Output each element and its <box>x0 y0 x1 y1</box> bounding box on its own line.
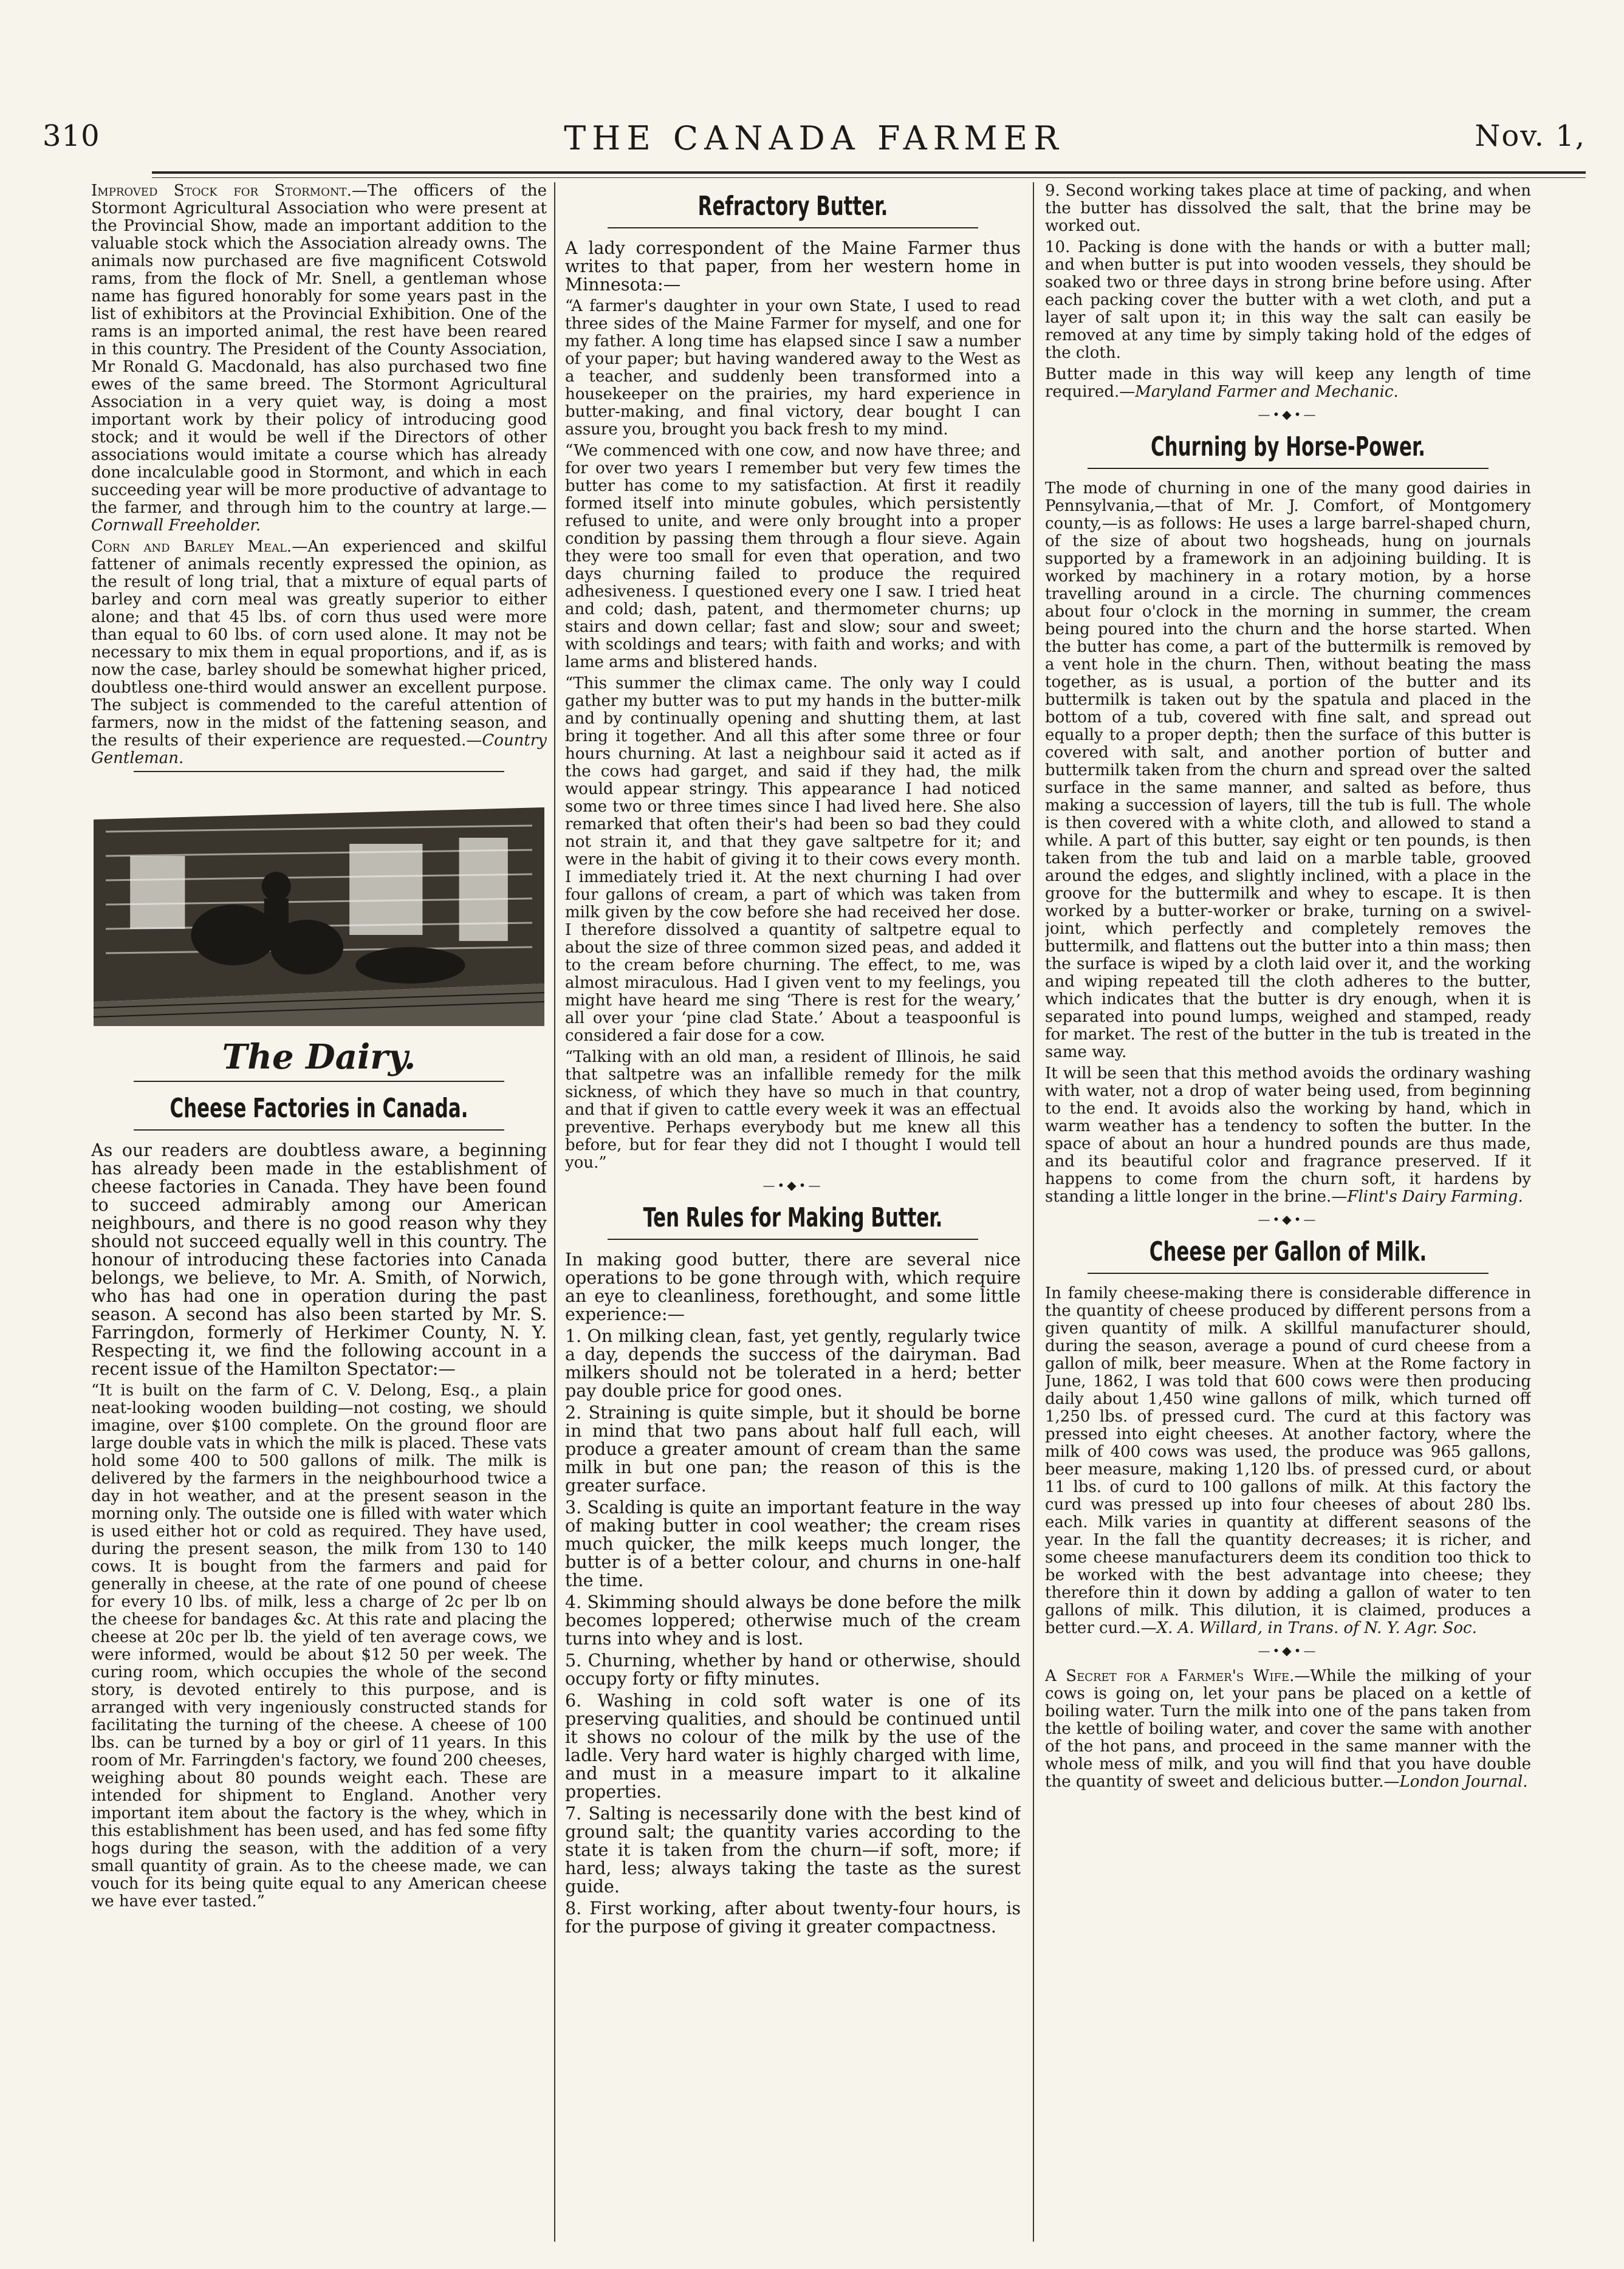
heading-churning-horse-power: Churning by Horse-Power. <box>1150 431 1426 462</box>
page-number: 310 <box>43 119 100 153</box>
divider <box>608 1239 978 1240</box>
rule-item: 10. Packing is done with the hands or with a butter mall; and when butter is put into wooden vessels, they should be soaked two or three days in strong brine before using. After each packing cover the butter with a wet cloth, and put a layer of salt upon it; in this way the salt can easily be removed at any time by simply taking hold of the edges of the cloth. <box>1045 238 1531 362</box>
header-rule <box>152 171 1586 174</box>
ornament-divider: —•◆•— <box>1258 1643 1318 1658</box>
rule-item: 9. Second working takes place at time of packing, and when the butter has dissolved the salt, that the brine may be worked out. <box>1045 182 1531 235</box>
heading-cheese-factories: Cheese Factories in Canada. <box>170 1093 468 1124</box>
rule-item: 3. Scalding is quite an important feature in the way of making butter in cool weather; the cream rises much quicker, the milk keeps much longer, the butter is of a better colour, and churns in one-half the time. <box>565 1497 1021 1590</box>
paragraph: Butter made in this way will keep any length of time required.—Maryland Farmer and Mechanic. <box>1045 365 1531 401</box>
rule-item: 7. Salting is necessarily done with the best kind of ground salt; the quantity varies according to the state it is taken from the churn—if soft, more; if hard, less; always taking the taste as the surest guide. <box>565 1804 1021 1897</box>
heading-cheese-per-gallon: Cheese per Gallon of Milk. <box>1149 1236 1427 1267</box>
paragraph: “This summer the climax came. The only way I could gather my butter was to put my hands in the butter-milk and by continually opening and shutting them, at last bring it together. And all this after some three or four hours churning. At last a neighbour said it acted as if the cows had garget, and said if they had, the milk would appear stringy. This appearance I had noticed some two or three times since I had lived here. She also remarked that often their's had been so bad they could not strain it, and that they gave saltpetre for it; and were in the habit of giving it to their cows every month. I immediately tried it. At the next churning I had over four gallons of cream, a part of which was taken from milk given by the cow before she had received her dose. I therefore dissolved a quantity of saltpetre equal to about the size of three common sized peas, and added it to the cream before churning. The effect, to me, was almost miraculous. Had I given vent to my feelings, you might have heard me sing ‘There is rest for the weary,’ all over your ‘pine clad State.’ About a teaspoonful is considered a fair dose for a cow. <box>565 674 1021 1045</box>
column-3 <box>1045 182 1531 2245</box>
rule-item: 5. Churning, whether by hand or otherwise, should occupy forty or fifty minutes. <box>565 1651 1021 1689</box>
article-secret-farmers-wife: A Secret for a Farmer's Wife.—While the milking of your cows is going on, let your pans be placed on a kettle of boiling water. Turn the milk into one of the pans taken from the kettle of boiling water, and cover the same with another of the hot pans, and proceed in the same manner with the whole mess of milk, and you will find that you have double the quantity of sweet and delicious butter.—London Journal. <box>1045 1667 1531 1791</box>
ornament-divider: —•◆•— <box>762 1178 823 1193</box>
ornament-divider: —•◆•— <box>1258 1212 1318 1227</box>
section-title-dairy: The Dairy. <box>222 1037 416 1077</box>
masthead <box>43 119 1586 168</box>
rule-item: 1. On milking clean, fast, yet gently, regularly twice a day, depends the success of the dairyman. Bad milkers should not be tolerated in a herd; better pay double price for good ones. <box>565 1326 1021 1401</box>
divider <box>134 1081 504 1082</box>
divider <box>1088 1273 1489 1274</box>
dairy-engraving-image <box>94 783 544 1026</box>
rule-item: 2. Straining is quite simple, but it should be borne in mind that two pans about half full each, will produce a greater amount of cream than the same milk in but one pan; the reason of this is the greater surface. <box>565 1403 1021 1496</box>
rule-item: 6. Washing in cold soft water is one of its preserving qualities, and should be continued until it shows no colour of the milk by the use of the ladle. Very hard water is highly charged with lime, and must in a measure impart to it alkaline properties. <box>565 1691 1021 1802</box>
issue-date: Nov. 1, <box>1475 119 1586 153</box>
paragraph: In making good butter, there are several nice operations to be gone through with, which require an eye to cleanliness, forethought, and some little experience:— <box>565 1250 1021 1324</box>
paragraph: “A farmer's daughter in your own State, I used to read three sides of the Maine Farmer for myself, and one for my father. A long time has elapsed since I saw a number of your paper; but having wandered away to the West as a teacher, and suddenly been transformed into a housekeeper on the prairies, my hard experience in butter-making, and final victory, dear bought I can assure you, brought you back fresh to my mind. <box>565 297 1021 439</box>
paragraph-cheese-intro: As our readers are doubtless aware, a beginning has already been made in the establishment of cheese factories in Canada. They have been found to succeed admirably among our American neighbours, and there is no good reason why they should not succeed equally well in this country. The honour of introducing these factories into Canada belongs, we believe, to Mr. A. Smith, of Norwich, who has had one in operation during the past season. A second has also been started by Mr. S. Farringdon, formerly of Herkimer County, N. Y. Respecting it, we find the following account in a recent issue of the Hamilton Spectator:— <box>91 1140 547 1379</box>
article-stormont: Improved Stock for Stormont.—The officers of the Stormont Agricultural Association who were present at the Provincial Show, made an important addition to the valuable stock which the Association already owns. The animals now purchased are five magnificent Cotswold rams, from the flock of Mr. Snell, a gentleman whose name has figured honorably for some years past in the list of exhibitors at the Provincial Exhibition. One of the rams is an imported animal, the rest have been reared in this country. The President of the County Association, Mr Ronald G. Macdonald, has also purchased two fine ewes of the same breed. The Stormont Agricultural Association in a very quiet way, is doing a most important work by their policy of introducing good stock; and it would be well if the Directors of other associations would imitate a course which has already done incalculable good in Stormont, and which in each succeeding year will be more productive of advantage to the farmer, and through him to the country at large.—Cornwall Freeholder. <box>91 182 547 535</box>
heading-refractory-butter: Refractory Butter. <box>697 191 888 222</box>
divider <box>1088 468 1489 469</box>
column-divider <box>1033 182 1034 2242</box>
ornament-divider: —•◆•— <box>1258 407 1318 422</box>
divider <box>134 1129 504 1131</box>
divider <box>608 227 978 228</box>
rule-item: 4. Skimming should always be done before the milk becomes loppered; otherwise much of the cream turns into whey and is lost. <box>565 1592 1021 1649</box>
paragraph: “We commenced with one cow, and now have three; and for over two years I remember but very few times the butter has come to my satisfaction. At first it readily formed itself into minute gobules, which persistently refused to unite, and were only brought into a proper condition by passing them through a flour sieve. Again they were too small for even that operation, and two days churning failed to produce the required adhesiveness. I questioned every one I saw. I tried heat and cold; dash, patent, and thermometer churns; up stairs and down cellar; fast and slow; sour and sweet; with scoldings and tears; with faith and works; and with lame arms and blistered hands. <box>565 442 1021 671</box>
column-divider <box>554 182 555 2242</box>
paragraph: “Talking with an old man, a resident of Illinois, he said that saltpetre was an infallible remedy for the milk sickness, of which they have so much in that country, and that if given to cattle every week it was an effectual preventive. Perhaps everybody but me knew all this before, but for fear they did not I thought I would tell you.” <box>565 1048 1021 1172</box>
paragraph-cheese-quote: “It is built on the farm of C. V. Delong, Esq., a plain neat-looking wooden building—not costing, we should imagine, over $100 complete. On the ground floor are large double vats in which the milk is placed. These vats hold some 400 to 500 gallons of milk. The milk is delivered by the farmers in the neighbourhood twice a day in hot weather, and at the present season in the morning only. The outside one is filled with water which is used either hot or cold as required. They have used, during the present season, the milk from 130 to 140 cows. It is bought from the farmers and paid for generally in cheese, at the rate of one pound of cheese for every 10 lbs. of milk, less a charge of 2c per lb on the cheese for bandages &c. At this rate and placing the cheese at 20c per lb. the yield of ten average cows, we were informed, would be about $12 50 per week. The curing room, which occupies the whole of the second story, is devoted entirely to this purpose, and is arranged with very ingeniously constructed stands for facilitating the turning of the cheese. A cheese of 100 lbs. can be turned by a boy or girl of 11 years. In this room of Mr. Farringden's factory, we found 200 cheeses, weighing about 80 pounds weight each. These are intended for shipment to England. Another very important item about the factory is the whey, which in this establishment has been used, and has fed some fifty hogs during the season, with the addition of a very small quantity of grain. As to the cheese made, we can vouch for its being quite equal to any American cheese we have ever tasted.” <box>91 1381 547 1911</box>
column-2 <box>565 182 1021 2245</box>
paragraph: A lady correspondent of the Maine Farmer thus writes to that paper, from her western home in Minnesota:— <box>565 238 1021 295</box>
paragraph: In family cheese-making there is considerable difference in the quantity of cheese produced by different persons from a given quantity of milk. A skillful manufacturer should, during the season, average a pound of curd cheese from a gallon of milk, beer measure. When at the Rome factory in June, 1862, I was told that 600 cows were then producing daily about 1,450 wine gallons of milk, which turned off 1,250 lbs. of pressed curd. The curd at this factory was pressed into eight cheeses. At another factory, where the milk of 400 cows was used, the produce was 965 gallons, beer measure, making 1,120 lbs. of pressed curd, or about 11 lbs. of curd to 100 gallons of milk. At this factory the curd was pressed up into four cheeses of about 280 lbs. each. Milk varies in quantity at different seasons of the year. In the fall the quantity decreases; it is richer, and some cheese manufacturers deem its condition too thick to be worked with the best advantage into cheese; they therefore thin it down by adding a gallon of water to ten gallons of milk. This dilution, it is claimed, produces a better curd.—X. A. Willard, in Trans. of N. Y. Agr. Soc. <box>1045 1284 1531 1637</box>
paragraph: It will be seen that this method avoids the ordinary washing with water, not a drop of water being used, from beginning to the end. It avoids also the working by hand, which in warm weather has a tendency to soften the butter. In the space of about an hour a hundred pounds are thus made, and its beautiful color and fragrance preserved. If it happens to come from the churn soft, it hardens by standing a little longer in the brine.—Flint's Dairy Farming. <box>1045 1064 1531 1206</box>
rule-item: 8. First working, after about twenty-four hours, is for the purpose of giving it greater compactness. <box>565 1898 1021 1937</box>
heading-ten-rules: Ten Rules for Making Butter. <box>643 1202 943 1233</box>
column-1 <box>91 182 547 2245</box>
header-rule-thin <box>152 177 1586 178</box>
divider <box>134 771 504 772</box>
newspaper-title: THE CANADA FARMER <box>564 119 1064 157</box>
paragraph: The mode of churning in one of the many good dairies in Pennsylvania,—that of Mr. J. Comfort, of Montgomery county,—is as follows: He uses a large barrel-shaped churn, of the size of about two hogsheads, hung on journals supported by a framework in an adjoining building. It is worked by machinery in a rotary motion, by a horse travelling around in a circle. The churning commences about four o'clock in the morning in summer, the cream being poured into the churn and the horse started. When the butter has come, a part of the buttermilk is removed by a vent hole in the churn. Then, without beating the mass together, as is usual, a portion of the butter and its buttermilk is taken out by the spatula and placed in the bottom of a tub, covered with fine salt, and spread out equally to a proper depth; then the surface of this butter is covered with salt, and another portion of butter and buttermilk taken from the churn and spread over the salted surface in the same manner, and salted as before, thus making a succession of layers, till the tub is full. The whole is then covered with a white cloth, and allowed to stand a while. A part of this butter, say eight or ten pounds, is then taken from the tub and laid on a marble table, grooved around the edges, and slightly inclined, with a place in the groove for the buttermilk and whey to escape. It is then worked by a butter-worker or brake, turning on a swivel-joint, which perfectly and completely removes the buttermilk, and flattens out the butter into a thin mass; then the surface is wiped by a cloth laid over it, and the working and wiping repeated till the cloth adheres to the butter, which indicates that the butter is dry enough, when it is separated into pound lumps, weighed and stamped, ready for market. The rest of the butter in the tub is treated in the same way. <box>1045 479 1531 1061</box>
article-corn-barley: Corn and Barley Meal.—An experienced and skilful fattener of animals recently expressed the opinion, as the result of long trial, that a mixture of equal parts of barley and corn meal was greatly superior to either alone; and that 45 lbs. of corn thus used were more than equal to 60 lbs. of corn used alone. It may not be necessary to mix them in equal proportions, and if, as is now the case, barley should be somewhat higher priced, doubtless one-third would answer an excellent purpose. The subject is commended to the careful attention of farmers, now in the midst of the fattening season, and the results of their experience are requested.—Country Gentleman. <box>91 538 547 767</box>
